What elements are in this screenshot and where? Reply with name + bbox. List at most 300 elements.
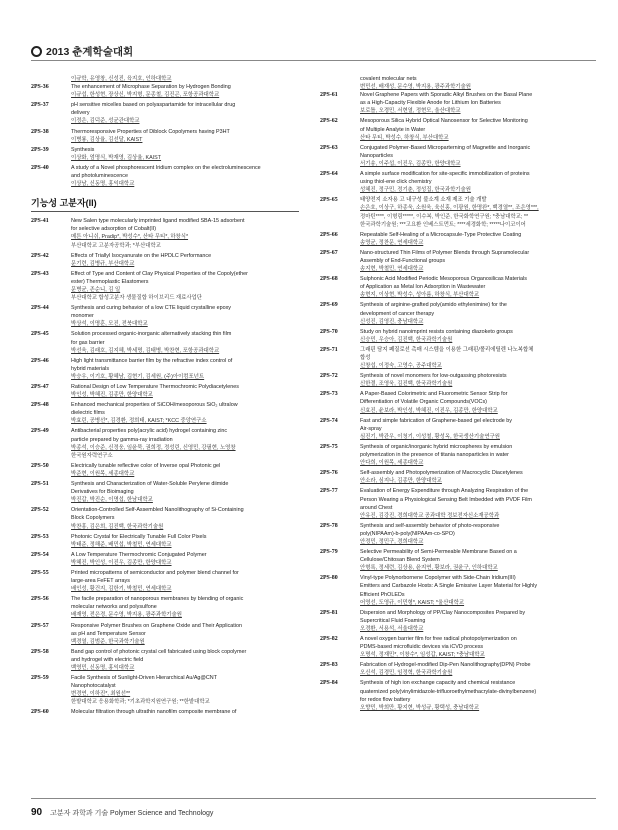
entry-id: 2PS-47 [31, 384, 49, 390]
entry-affiliation: 부산대학교 고분자공학과; *부산대학교 [71, 242, 161, 249]
entry-body [71, 383, 299, 399]
entry-title-line: The enhancement of Microphase Separation by Hydrogen Bonding [71, 84, 231, 91]
page-footer [0, 798, 618, 830]
entry-title-line: Vinyl-type Polynorbornene Copolymer with Side-Chain Iridium(III) [360, 575, 516, 582]
abstract-entry [31, 533, 299, 549]
entry-title-line: Mesoporous Silica Hybrid Optical Nanosensor for Selective Monitoring [360, 118, 528, 125]
entry-id: 2PS-72 [320, 373, 338, 380]
entry-body [71, 83, 299, 99]
entry-title-line: Printed micropatterns of semiconductor and polymer blend channel for [71, 569, 239, 576]
entry-title-line: pH sensitive micelles based on polyaspartamide for intracellular drug [71, 102, 236, 109]
entry-authors: 이정은, 김덕준, 성균관대학교 [71, 118, 140, 125]
entry-title-line: covalent molecular nets [360, 76, 417, 82]
left-column [31, 75, 299, 719]
abstract-entry [320, 661, 588, 677]
entry-authors: 안소라, 심지나, 김종만, 한양대학교 [360, 478, 442, 485]
entry-title-line: New Salen type molecularly imprinted ligand modified SBA-15 adsorbent [71, 218, 245, 225]
entry-authors: 변경연, 이하진*, 최원선** [71, 691, 131, 698]
entry-id: 2PS-59 [31, 675, 49, 682]
entry-body [71, 674, 299, 706]
entry-body [360, 275, 588, 299]
entry-body [71, 401, 299, 425]
abstract-entry [31, 569, 299, 593]
entry-title-line: Orientation-Controlled Self-Assembled Nanolithography of Si-Containing [71, 507, 244, 514]
abstract-entry [320, 328, 588, 344]
entry-id: 2PS-73 [320, 391, 338, 398]
entry-body [360, 231, 588, 247]
abstract-entry [320, 144, 588, 168]
entry-title-line: as pH and Temperature Sensor [71, 630, 146, 637]
continued-entry [360, 75, 588, 91]
entry-title-line: Self-assembly and Photopolymerization of Macrocyclic Diacetylenes [360, 470, 523, 477]
abstract-entry [320, 91, 588, 115]
entry-body [71, 330, 299, 354]
entry-title-line: A study of a Novel phosphorescent Iridium complex on the electroluminescence [71, 164, 261, 171]
abstract-entry [320, 469, 588, 485]
entry-authors: 서기송, 이주섭, 이진우, 김종만, 한양대학교 [360, 160, 461, 167]
entry-title-line: High light transmittance barrier film by the refractive index control of [71, 357, 233, 364]
entry-title-line: Antibacterial properties poly(acrylic acid) hydrogel containing zinc [71, 428, 228, 435]
entry-title-line: using thiol-ene click chemistry [360, 179, 432, 186]
entry-title-line: and hydrogel with electric field [71, 656, 144, 663]
abstract-entry [320, 487, 588, 519]
entry-title-line: Air-spray [360, 425, 382, 432]
entry-authors: 성혜진, 정구민, 정기춘, 정성집, 한국과학기술원 [360, 187, 471, 194]
abstract-entry [320, 117, 588, 141]
entry-title-line: molecular networks and polysulfone [71, 604, 157, 611]
entry-body [71, 217, 299, 249]
entry-title-line: monomer [71, 313, 94, 320]
entry-id: 2PS-77 [320, 488, 338, 495]
entry-body [360, 635, 588, 659]
entry-title-line: Enhanced mechanical properties of SiCOH/mesoporous SiO₂ ultralow [71, 402, 238, 409]
entry-title-line: as a High-Capacity Flexible Anode for Lithium Ion Batteries [360, 100, 501, 107]
entry-authors: 신한결, 조영욱, 김진백, 한국과학기술원 [360, 381, 453, 388]
entry-authors: 심진기, 박관우, 이청기, 이성철, 황성옥, 한국생산기술연구원 [360, 433, 500, 440]
entry-title-line: Rational Design of Low Temperature Thermochromic Polydiacetylenes [71, 384, 239, 390]
entry-title-line: A simple surface modification for site-specific immobilization of proteins [360, 171, 530, 178]
entry-body [71, 146, 299, 162]
entry-title-line: A novel oxygen barrier film for free radical photopolymerization on [360, 636, 517, 642]
entry-id: 2PS-75 [320, 443, 338, 450]
entry-title-line: Supercritical Fluid Foaming [360, 617, 426, 624]
abstract-entry [31, 330, 299, 354]
abstract-entry [31, 506, 299, 530]
entry-authors: 오명석, 정재민*, 이창수*, 임성갑, KAIST; *충남대학교 [360, 652, 485, 659]
entry-title-line: Synthesis of organic/inorganic hybrid microspheres by emulsion [360, 443, 513, 450]
entry-id: 2PS-74 [320, 417, 338, 424]
entry-affiliation: 한국과학기술원; ***고요환 인베스트먼트; ****세경화학; *****나이코이어 [360, 221, 526, 228]
entry-body [360, 328, 588, 344]
entry-id: 2PS-67 [320, 249, 338, 256]
entry-body [360, 661, 588, 677]
entry-title-line: development of cancer therapy [360, 310, 435, 317]
entry-title-line: dielectric films [71, 410, 105, 417]
entry-id: 2PS-63 [320, 144, 338, 151]
entry-id: 2PS-57 [31, 622, 49, 629]
entry-title-line: Repeatable Self-Healing of a Microcapsule-Type Protective Coating [360, 231, 522, 238]
entry-id: 2PS-40 [31, 164, 49, 171]
entry-authors: 안유진, 김강진, 경희대학교 공과대학 정보전자신소재공학과 [360, 512, 500, 519]
entry-id: 2PS-42 [31, 252, 49, 259]
entry-id: 2PS-53 [31, 533, 49, 540]
entry-title-line: quaternized poly(vinylimidazole-trifluoroethylmethacrylate-divinylbenzene) [360, 688, 537, 695]
abstract-entry [320, 548, 588, 572]
entry-title-line: Synthesis of arginine-grafted poly(amido ethylenimine) for the [360, 302, 507, 309]
entry-title-line: Novel Graphene Papers with Sporadic Alkyl Brushes on the Basal Plane [360, 92, 533, 99]
entry-authors: 안다희, 이원목, 세종대학교 [360, 460, 424, 467]
entry-body [360, 372, 588, 388]
entry-body [360, 574, 588, 606]
entry-body [71, 622, 299, 646]
entry-id: 2PS-43 [31, 270, 49, 277]
entry-authors: 문기련, 김병규, 부산대학교 [71, 260, 135, 267]
entry-title-line: Nanophotocatalyst [71, 683, 116, 690]
entry-body [360, 117, 588, 141]
entry-title-line: Conjugated Polymer-Based Microparterning of Magnetite and Inorganic [360, 144, 531, 151]
abstract-entry [320, 346, 588, 370]
entry-id: 2PS-58 [31, 648, 49, 655]
entry-title-line: Effects of Triallyl Isocyanurate on the HPDLC Performance [71, 252, 212, 259]
entry-title-line: Fast and simple fabrication of Graphene-based gel electrode by [360, 417, 512, 424]
entry-id: 2PS-46 [31, 357, 49, 364]
entry-id: 2PS-48 [31, 402, 49, 409]
entry-body [71, 128, 299, 144]
entry-authors: 이규섭, 한성현, 장상신, 박지형, 문종철, 김진곤, 포항공과대학교 [71, 92, 220, 99]
entry-id: 2PS-64 [320, 171, 338, 178]
entry-title-line: delivery [71, 110, 90, 117]
entry-authors: 어영선, 도영규, 이민형*, KAIST; *울산대학교 [360, 599, 465, 606]
entry-title-line: Synthesis of high ion exchange capacity and chemical resistance [360, 680, 516, 687]
entry-title-line: Synthesis and Characterization of Water-Soluble Perylene diimide [71, 481, 229, 488]
abstract-entry [31, 101, 299, 125]
entry-title-line: Synthesis and self-assembly behavior of photo-responsive [360, 522, 500, 529]
entry-title-line: A Low Temperature Thermochromic Conjugated Polymer [71, 551, 207, 558]
entry-id: 2PS-38 [31, 128, 49, 135]
entry-body [360, 249, 588, 273]
entry-id: 2PS-45 [31, 331, 49, 338]
entry-authors: 이병룡, 김상율, 김선달, KAIST [71, 136, 143, 143]
entry-authors: 박찬흥, 김은희, 김진백, 한국과학기술원 [71, 523, 164, 530]
entry-authors: 송지현, 박철민, 연세대학교 [360, 266, 424, 273]
entry-authors: 박인성, 박혜진, 김종만, 한양대학교 [71, 392, 153, 399]
entry-affiliation: 부산대학교 합성고분자 생물질합 하이브리드 재료사업단 [71, 295, 202, 302]
entry-title-line: Derivatives for Bioimaging [71, 489, 134, 496]
entry-id: 2PS-79 [320, 549, 338, 556]
entry-title-line: A Paper-Based Colorimetric and Fluorometric Sensor Strip for [360, 391, 508, 398]
entry-title-line: Electrically tunable reflective color of Inverse opal Photonic gel [71, 462, 221, 469]
entry-authors: 박선욱, 김래호, 김지혜, 박세명, 김태병, 박찬현, 포항공과대학교 [71, 347, 220, 354]
entry-title-line: Emitters and Carbazole Hosts: A Single Emissive Layer Material for Highly [360, 583, 538, 590]
entry-authors: 백경열, 김범준, 한국과학기술원 [71, 638, 145, 645]
abstract-entry [31, 708, 299, 716]
entry-id: 2PS-61 [320, 92, 338, 99]
entry-id: 2PS-54 [31, 551, 49, 558]
entry-title-line: for selective adsorption of Cobalt(II) [71, 226, 157, 233]
entry-title-line: Synthesis of novel monomers for low-outgassing photoresists [360, 373, 507, 380]
right-column [320, 75, 588, 714]
entry-authors: 송영균, 정찬문, 연세대학교 [360, 239, 424, 246]
entry-id: 2PS-76 [320, 470, 338, 477]
entry-title-line: Effect of Type and Content of Clay Physical Properties of the Copoly(ether [71, 270, 248, 277]
entry-authors: 박효린, 공병선*, 김경환, 정희태, KAIST; *KCC 중앙연구소 [71, 418, 207, 425]
entry-title-line: Fabrication of Hydrogel-modified Dip-Pen Nanolithography(DPN) Probe [360, 662, 531, 669]
entry-id: 2PS-37 [31, 102, 49, 109]
entry-title-line: Photonic Crystal for Electrically Tunable Full Color Pixels [71, 533, 207, 540]
entry-body [71, 427, 299, 459]
abstract-entry [320, 443, 588, 467]
footer-rule [31, 798, 596, 799]
entry-body [71, 551, 299, 567]
entry-id: 2PS-69 [320, 302, 338, 309]
abstract-entry [31, 252, 299, 268]
entry-body [71, 164, 299, 188]
abstract-entry [320, 301, 588, 325]
entry-affiliation: 한밭대학교 응용화학과; *기초과학지원연구원; **한밭대학교 [71, 699, 210, 706]
abstract-entry [320, 390, 588, 414]
abstract-entry [31, 622, 299, 646]
entry-title-line: for redox flow battery [360, 696, 411, 703]
section-heading: 기능성 고분자(II) [31, 190, 299, 212]
entry-title-line: Dispersion and Morphology of PP/Clay Nanocomposites Prepared by [360, 609, 526, 616]
entry-body [360, 609, 588, 633]
entry-body [71, 648, 299, 672]
abstract-entry [31, 480, 299, 504]
entry-id: 2PS-39 [31, 146, 49, 153]
abstract-entry [31, 462, 299, 478]
entry-authors: 보로틀, 오경민, 서현열, 정현모, 울산대학교 [360, 108, 461, 115]
abstract-entry [31, 648, 299, 672]
entry-title-line: particle prepared by gamma-ray irradiation [71, 436, 173, 443]
abstract-entry [320, 679, 588, 711]
abstract-entry [320, 196, 588, 228]
entry-id: 2PS-44 [31, 305, 49, 312]
entry-body [360, 469, 588, 485]
entry-authors: 박진갑, 박진순, 이명섭, 한남대학교 [71, 497, 153, 504]
entry-body [71, 595, 299, 619]
entry-affiliation: 정마틴****, 이형림*****, 이수복, 박인준, 한국화학연구원; *충남대학교; ** [360, 213, 529, 220]
entry-body [360, 679, 588, 711]
entry-title-line: Block Copolymers [71, 515, 115, 522]
abstract-entry [31, 164, 299, 188]
entry-title-line: and photoluminescence [71, 173, 128, 180]
abstract-entry [320, 522, 588, 546]
entry-body [360, 522, 588, 546]
entry-body [71, 252, 299, 268]
entry-id: 2PS-68 [320, 276, 338, 283]
abstract-entry [31, 674, 299, 706]
entry-authors: 배재영, 전은경, 문수영, 박지용, 광주과학기술원 [71, 612, 182, 619]
entry-id: 2PS-71 [320, 346, 338, 353]
entry-title-line: The facile preparation of nanoporous membranes by blending of organic [71, 596, 244, 603]
entry-body [360, 443, 588, 467]
entry-authors: 박상석, 이명훈, 모진, 전북대학교 [71, 321, 148, 328]
entry-body [360, 487, 588, 519]
entry-authors: 오경환, 서용석, 서울대학교 [360, 625, 424, 632]
abstract-entry [320, 275, 588, 299]
circle-logo-icon [31, 46, 42, 57]
entry-authors: 백영민, 신동명, 홍익대학교 [71, 665, 135, 671]
abstract-entry [320, 574, 588, 606]
entry-title-line: Cellulose/Chitosan Blend System [360, 557, 440, 564]
entry-id: 2PS-51 [31, 481, 49, 488]
entry-title-line: of Multiple Analyte in Water [360, 126, 426, 133]
abstract-entry [320, 249, 588, 273]
entry-body [71, 357, 299, 381]
entry-title-line: 태양전지 소자용 고 내구성 불소계 소재 제조 기술 개발 [360, 197, 487, 204]
entry-title-line: polymerization in the presence of titania nanoparticles in water [360, 452, 509, 459]
entry-title-line: Band gap control of photonic crystal cell fabricated using block copolymer [71, 648, 247, 655]
entry-id: 2PS-66 [320, 231, 338, 238]
conference-title-text: 2013 춘계학술대회 [46, 46, 134, 58]
entry-title-line: Thermoresponsive Properties of Diblock Copolymers having P3HT [71, 128, 230, 135]
entry-body [360, 417, 588, 441]
entry-authors: 오신석, 김경민, 임정혁, 한국과학기술원 [360, 670, 453, 677]
entry-title-line: Responsive Polymer Brushes on Graphene Oxide and Their Application [71, 622, 242, 629]
entry-id: 2PS-82 [320, 636, 338, 642]
entry-title-line: for gas barrier [71, 339, 105, 346]
entry-authors: 이규학, 유영창, 신성진, 육지호, 인하대학교 [71, 76, 172, 82]
entry-body [360, 170, 588, 194]
header-rule [31, 60, 596, 61]
entry-id: 2PS-52 [31, 507, 49, 514]
entry-body [360, 144, 588, 168]
entry-id: 2PS-81 [320, 609, 338, 616]
entry-body [360, 548, 588, 572]
entry-title-line: poly(NIPAAm)-b-poly(NIPAAm-co-SPO) [360, 530, 455, 537]
entry-authors: 손은호, 이상구, 하종욱, 소원욱, 육신홍, 이광원, 한명완*, 백경열**, 조은영***, [360, 205, 539, 212]
entry-id: 2PS-78 [320, 522, 338, 529]
entry-authors: 송현지, 이상현, 박성수, 성아름, 하창식, 부산대학교 [360, 292, 480, 299]
abstract-entry [31, 551, 299, 567]
abstract-entry [31, 128, 299, 144]
entry-id: 2PS-80 [320, 575, 338, 582]
entry-body [71, 569, 299, 593]
abstract-entry [320, 170, 588, 194]
entry-authors: 변민선, 배재성, 문수영, 박지용, 광주과학기술원 [360, 84, 471, 91]
page-number: 90 [31, 807, 43, 818]
entry-body [360, 390, 588, 414]
entry-body [71, 462, 299, 478]
entry-body [360, 196, 588, 228]
entry-authors: 신창섭, 이정숙, 고영수, 공주대학교 [360, 363, 442, 370]
entry-authors: 이상화, 엄명식, 박재영, 김상율, KAIST [71, 154, 162, 161]
entry-body [71, 506, 299, 530]
abstract-entry [320, 635, 588, 659]
continued-authors [71, 75, 299, 83]
entry-body [71, 270, 299, 302]
abstract-entry [31, 270, 299, 302]
entry-title-line: of Application as Metal Ion Adsorption in Wastewater [360, 284, 486, 291]
footer-text [31, 807, 213, 818]
entry-title-line: Evaluation of Energy Expenditure through Analyzing Respiration of the [360, 488, 529, 495]
entry-id: 2PS-70 [320, 328, 338, 335]
abstract-entry [31, 304, 299, 328]
entry-id: 2PS-49 [31, 428, 49, 435]
page-header [0, 0, 618, 72]
abstract-entry [320, 372, 588, 388]
abstract-entry [320, 417, 588, 441]
entry-body [360, 301, 588, 325]
entry-title-line: Sulphonic Acid Modified Periodic Mesoporous Organosilicas Materials [360, 276, 527, 283]
entry-authors: 박태준, 정해준, 배민섭, 박철민, 연세대학교 [71, 541, 172, 548]
entry-authors: 오향민, 박희만, 황지현, 박성규, 황택성, 충남대학교 [360, 704, 480, 711]
entry-authors: 박종석, 이승준, 신정웅, 임윤묵, 권희정, 정성린, 신영민, 강필현, 노영창 [71, 444, 236, 451]
entry-title-line: Nanoparticles [360, 152, 393, 159]
entry-id: 2PS-83 [320, 662, 338, 669]
entry-title-line: 그래핀 담지 폐질로선 촉매 시스템을 이용한 그래핀/폴리에틸렌 나노복합체 [360, 346, 534, 353]
abstract-entry [31, 595, 299, 619]
entry-body [71, 708, 299, 716]
entry-title-line: Person Wearing a Physiological Sensing Belt Imbedded with PVDF Film [360, 496, 532, 503]
abstract-entry [31, 146, 299, 162]
entry-id: 2PS-50 [31, 462, 49, 469]
entry-id: 2PS-55 [31, 569, 49, 576]
abstract-entry [31, 427, 299, 459]
entry-authors: 이상남, 신동명, 홍익대학교 [71, 181, 135, 188]
entry-title-line: Facile Synthesis of Sunlight-Driven Hierarchical Au/Ag@CNT [71, 675, 217, 682]
entry-title-line: hybrid materials [71, 365, 110, 372]
entry-id: 2PS-65 [320, 197, 338, 204]
abstract-entry [320, 231, 588, 247]
entry-body [71, 304, 299, 328]
entry-title-line: Molecular filtration through ultrathin nanofilm composite membrane of [71, 709, 237, 716]
abstract-entry [31, 217, 299, 249]
entry-authors: 신성진, 김영진, 충남대학교 [360, 318, 424, 325]
abstract-entry [320, 609, 588, 633]
entry-authors: 박준현, 이원목, 세종대학교 [71, 470, 135, 477]
entry-body [71, 533, 299, 549]
abstract-entry [31, 383, 299, 399]
entry-body [71, 101, 299, 125]
entry-id: 2PS-60 [31, 709, 49, 716]
entry-title-line: Nano-structured Thin Films of Polymer Blends through Supramolecular [360, 249, 530, 256]
entry-authors: 문병균, 존순니, 김 일 [71, 286, 121, 293]
conference-title [31, 44, 133, 59]
entry-authors: 박혜진, 박인성, 이진우, 김종만, 한양대학교 [71, 559, 172, 566]
entry-title-line: Assembly of End-Functional groups [360, 257, 446, 264]
abstract-entry [31, 83, 299, 99]
entry-affiliation: 한국원자력연구소 [71, 452, 113, 459]
entry-authors: 산타 무티, 박성수, 하창식, 부산대학교 [360, 134, 449, 141]
entry-id: 2PS-56 [31, 596, 49, 603]
entry-authors: 안형록, 정세련, 김상용, 윤지연, 황보라, 권윤구, 인하대학교 [360, 565, 498, 572]
entry-authors: 신승민, 우승아, 김진백, 한국과학기술원 [360, 336, 453, 343]
entry-title-line: 합성 [360, 355, 371, 361]
entry-title-line: Synthesis [71, 146, 95, 153]
entry-body [71, 480, 299, 504]
entry-authors: 메튼 아니쉬, Pradip*, 박성수*, 산타 무티*, 하창식* [71, 234, 189, 241]
entry-title-line: around Chest [360, 504, 393, 511]
entry-id: 2PS-41 [31, 218, 49, 225]
entry-body [360, 346, 588, 370]
entry-title-line: ester) Thermoplastic Elastomers [71, 278, 149, 285]
entry-id: 2PS-62 [320, 118, 338, 125]
entry-authors: 안정민, 정민구, 경희대학교 [360, 538, 424, 545]
entry-title-line: Solution processed organic-inorganic alternatively stacking thin film [71, 331, 232, 338]
entry-title-line: PDMS-based microfluidic devices via iCVD process [360, 644, 484, 651]
entry-body [360, 91, 588, 115]
entry-title-line: Study on hybrid nanoimprint resists containing diazoketo groups [360, 328, 513, 335]
entry-title-line: Efficient PhOLEDs [360, 591, 405, 598]
abstract-entry [31, 357, 299, 381]
entry-title-line: Differentiation of Volatile Organic Compounds(VOCs) [360, 399, 487, 406]
entry-title-line: Synthesis and curing behavior of a low CTE liquid crystalline epoxy [71, 305, 232, 312]
entry-id: 2PS-36 [31, 84, 49, 91]
entry-title-line: large-area FeFET arrays [71, 578, 130, 585]
entry-id: 2PS-84 [320, 680, 338, 687]
entry-authors: 박승우, 이기호, 황혜남, 김현기, 김세원, (주)아이컴포넌트 [71, 373, 205, 380]
